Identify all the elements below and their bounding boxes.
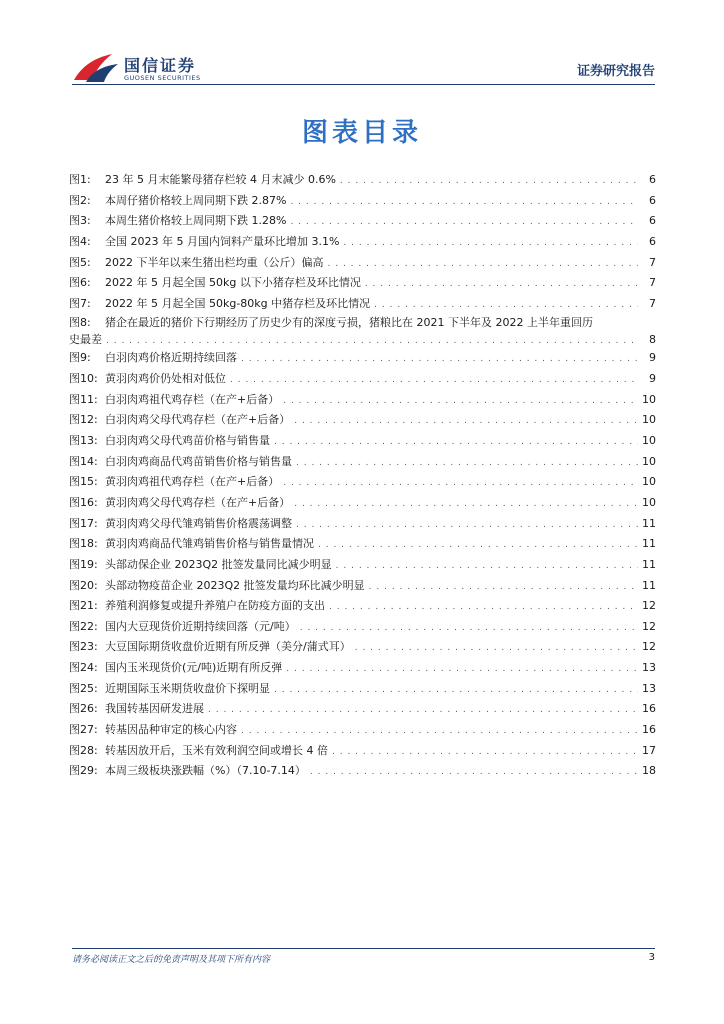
- toc-leader-dots: [328, 254, 639, 275]
- toc-entry-number: 图23:: [69, 640, 98, 654]
- toc-entry-page: 10: [642, 392, 656, 406]
- toc-entry-number: 图10:: [69, 372, 98, 386]
- toc-entry-number: 图3:: [69, 214, 91, 228]
- toc-entry[interactable]: [69, 369, 656, 390]
- logo-text-en: GUOSEN SECURITIES: [124, 74, 201, 82]
- toc-leader-dots: [355, 638, 638, 659]
- toc-entry-number: 图17:: [69, 516, 98, 530]
- toc-entry-number: 图6:: [69, 276, 91, 290]
- toc-entry-number: 图14:: [69, 454, 98, 468]
- toc-entry-number: 图16:: [69, 495, 98, 509]
- toc-entry-title: 白羽肉鸡价格近期持续回落: [105, 351, 237, 365]
- toc-entry-number: 图25:: [69, 681, 98, 695]
- toc-leader-dots: [283, 391, 638, 412]
- toc-entry-title: 养殖利润修复或提升养殖户在防疫方面的支出: [105, 599, 325, 613]
- toc-entry-page: 9: [649, 351, 656, 365]
- toc-entry-page: 11: [642, 537, 656, 551]
- toc-leader-dots: [290, 212, 638, 233]
- toc-entry-title: 大豆国际期货收盘价近期有所反弹（美分/蒲式耳）: [105, 640, 351, 654]
- page-header: [0, 0, 724, 90]
- toc-entry-number: 图4:: [69, 234, 91, 248]
- toc-entry-number: 图2:: [69, 193, 91, 207]
- toc-leader-dots: [286, 659, 638, 680]
- toc-entry-number: 图15:: [69, 475, 98, 489]
- toc-entry[interactable]: [69, 410, 656, 431]
- toc-entry-number: 图7:: [69, 296, 91, 310]
- toc-entry[interactable]: [69, 253, 656, 274]
- toc-leader-dots: [369, 577, 638, 598]
- toc-entry-title: 23 年 5 月末能繁母猪存栏较 4 月末减少 0.6%: [105, 173, 336, 186]
- toc-entry-number: 图27:: [69, 723, 98, 737]
- toc-entry-number: 图19:: [69, 557, 98, 571]
- toc-entry-page: 10: [642, 454, 656, 468]
- toc-entry-title: 白羽肉鸡父母代鸡存栏（在产+后备）: [105, 413, 291, 427]
- toc-entry-page: 10: [642, 475, 656, 489]
- footer-disclaimer: 请务必阅读正文之后的免责声明及其项下所有内容: [72, 955, 271, 965]
- toc-entry-page: 17: [642, 743, 656, 757]
- toc-entry-page: 9: [649, 372, 656, 386]
- toc-entry-page: 7: [649, 255, 656, 269]
- toc-entry-page: 7: [649, 296, 656, 310]
- toc-leader-dots: [283, 473, 638, 494]
- toc-entry-number: 图26:: [69, 702, 98, 716]
- toc-entry-number: 图29:: [69, 764, 98, 778]
- toc-leader-dots: [329, 597, 638, 618]
- toc-leader-dots: [332, 742, 638, 763]
- toc-entry-title: 白羽肉鸡商品代鸡苗销售价格与销售量: [105, 454, 292, 468]
- toc-leader-dots: [365, 274, 638, 295]
- toc-entry[interactable]: [69, 211, 656, 232]
- toc-entry-page: 11: [642, 557, 656, 571]
- toc-entry-number: 图20:: [69, 578, 98, 592]
- footer-divider: [72, 948, 655, 949]
- toc-entry[interactable]: [69, 390, 656, 411]
- toc-entry-number: 图11:: [69, 392, 98, 406]
- toc-entry[interactable]: [69, 294, 656, 315]
- guosen-logo: [72, 50, 222, 86]
- toc-entry-page: 12: [642, 640, 656, 654]
- toc-entry-title: 白羽肉鸡祖代鸡存栏（在产+后备）: [105, 392, 280, 406]
- toc-entry-page: 18: [642, 764, 656, 778]
- table-of-figures: [69, 170, 656, 782]
- toc-leader-dots: [310, 762, 638, 783]
- toc-entry-page: 6: [649, 234, 656, 248]
- toc-entry[interactable]: [69, 314, 656, 348]
- toc-entry[interactable]: [69, 170, 656, 191]
- toc-entry-number: 图28:: [69, 743, 98, 757]
- toc-entry-title: 本周生猪价格较上周同期下跌 1.28%: [105, 214, 287, 228]
- toc-entry-number: 图1:: [69, 173, 91, 186]
- toc-leader-dots: [294, 411, 638, 432]
- toc-entry[interactable]: [69, 232, 656, 253]
- toc-entry[interactable]: [69, 472, 656, 493]
- toc-entry-title: 黄羽肉鸡商品代雏鸡销售价格与销售量情况: [105, 537, 314, 551]
- toc-entry[interactable]: [69, 273, 656, 294]
- toc-entry-title: 本周仔猪价格较上周同期下跌 2.87%: [105, 193, 287, 207]
- toc-entry-number: 图5:: [69, 255, 91, 269]
- toc-entry-title: 国内大豆现货价近期持续回落（元/吨）: [105, 619, 296, 633]
- page-title: 图表目录: [301, 118, 422, 148]
- toc-entry[interactable]: [69, 555, 656, 576]
- toc-entry-page: 10: [642, 495, 656, 509]
- toc-entry[interactable]: [69, 699, 656, 720]
- toc-entry-title: 猪企在最近的猪价下行期经历了历史少有的深度亏损，猪粮比在 2021 下半年及 2022 上半年重回历: [105, 316, 593, 330]
- toc-leader-dots: [294, 494, 638, 515]
- toc-entry[interactable]: [69, 741, 656, 762]
- toc-entry-page: 6: [649, 173, 656, 186]
- toc-leader-dots: [296, 515, 638, 536]
- toc-entry-title: 转基因品种审定的核心内容: [105, 723, 237, 737]
- toc-entry-title: 白羽肉鸡父母代鸡苗价格与销售量: [105, 434, 270, 448]
- toc-entry-number: 图22:: [69, 619, 98, 633]
- toc-leader-dots: [274, 680, 638, 701]
- toc-leader-dots: [296, 453, 638, 474]
- toc-leader-dots: [230, 370, 638, 391]
- toc-entry[interactable]: [69, 761, 656, 782]
- toc-entry-title: 转基因放开后，玉米有效利润空间或增长 4 倍: [105, 743, 328, 757]
- toc-entry[interactable]: [69, 534, 656, 555]
- toc-leader-dots: [343, 233, 638, 254]
- page-number: 3: [648, 952, 655, 963]
- toc-entry-page: 13: [642, 661, 656, 675]
- toc-leader-dots: [340, 171, 638, 192]
- toc-entry-number: 图13:: [69, 434, 98, 448]
- toc-leader-dots: [274, 432, 638, 453]
- toc-entry[interactable]: [69, 452, 656, 473]
- toc-entry[interactable]: [69, 576, 656, 597]
- toc-entry-number: 图8:: [69, 316, 91, 330]
- toc-entry-page: 11: [642, 516, 656, 530]
- toc-entry-title: 黄羽肉鸡父母代鸡存栏（在产+后备）: [105, 495, 291, 509]
- toc-entry[interactable]: [69, 637, 656, 658]
- toc-entry-title: 2022 年 5 月起全国 50kg-80kg 中猪存栏及环比情况: [105, 296, 371, 310]
- toc-entry-page: 10: [642, 413, 656, 427]
- toc-entry-title: 2022 年 5 月起全国 50kg 以下小猪存栏及环比情况: [105, 276, 361, 290]
- toc-entry[interactable]: [69, 514, 656, 535]
- header-divider: [72, 84, 655, 85]
- toc-entry-page: 12: [642, 599, 656, 613]
- toc-entry-title: 黄羽肉鸡父母代雏鸡销售价格震荡调整: [105, 516, 292, 530]
- toc-entry-title-continued: 史最差: [69, 333, 102, 347]
- toc-entry[interactable]: [69, 431, 656, 452]
- toc-entry-title: 2022 下半年以来生猪出栏均重（公斤）偏高: [105, 255, 324, 269]
- toc-entry[interactable]: [69, 720, 656, 741]
- toc-leader-dots: [290, 192, 638, 213]
- toc-entry[interactable]: [69, 658, 656, 679]
- toc-entry-title: 头部动物疫苗企业 2023Q2 批签发量均环比减少明显: [105, 578, 365, 592]
- toc-entry-title: 本周三级板块涨跌幅（%）（7.10-7.14）: [105, 764, 306, 778]
- toc-entry-number: 图21:: [69, 599, 98, 613]
- toc-entry-number: 图12:: [69, 413, 98, 427]
- toc-leader-dots: [300, 618, 638, 639]
- toc-entry[interactable]: [69, 617, 656, 638]
- toc-leader-dots: [336, 556, 638, 577]
- toc-leader-dots: [241, 721, 638, 742]
- toc-entry-title: 近期国际玉米期货收盘价下探明显: [105, 681, 270, 695]
- toc-entry-number: 图9:: [69, 351, 91, 365]
- toc-entry[interactable]: [69, 348, 656, 369]
- toc-entry[interactable]: [69, 596, 656, 617]
- logo-text-cn: 国信证券: [124, 56, 197, 75]
- toc-entry-number: 图18:: [69, 537, 98, 551]
- toc-entry-title: 我国转基因研发进展: [105, 702, 204, 716]
- toc-entry-page: 10: [642, 434, 656, 448]
- report-type-label: 证券研究报告: [576, 64, 655, 79]
- toc-entry-page: 13: [642, 681, 656, 695]
- guosen-logo-icon: [72, 50, 120, 84]
- toc-entry[interactable]: [69, 679, 656, 700]
- toc-entry-page: 12: [642, 619, 656, 633]
- toc-entry-page: 6: [649, 193, 656, 207]
- toc-entry-page: 16: [642, 723, 656, 737]
- toc-leader-dots: [318, 535, 638, 556]
- toc-entry[interactable]: [69, 493, 656, 514]
- toc-entry-title: 黄羽肉鸡价仍处相对低位: [105, 372, 226, 386]
- toc-entry-title: 全国 2023 年 5 月国内饲料产量环比增加 3.1%: [105, 234, 340, 248]
- toc-entry-title: 国内玉米现货价(元/吨)近期有所反弹: [105, 661, 283, 675]
- toc-leader-dots: [374, 295, 638, 316]
- toc-entry-page: 16: [642, 702, 656, 716]
- toc-entry-title: 头部动保企业 2023Q2 批签发量同比减少明显: [105, 557, 332, 571]
- toc-leader-dots: [241, 349, 638, 370]
- toc-entry-page: 7: [649, 276, 656, 290]
- toc-entry-number: 图24:: [69, 661, 98, 675]
- toc-entry-page: 11: [642, 578, 656, 592]
- toc-entry-page: 6: [649, 214, 656, 228]
- toc-leader-dots: [208, 700, 638, 721]
- toc-entry[interactable]: [69, 191, 656, 212]
- toc-entry-page: 8: [649, 333, 656, 347]
- toc-entry-title: 黄羽肉鸡祖代鸡存栏（在产+后备）: [105, 475, 280, 489]
